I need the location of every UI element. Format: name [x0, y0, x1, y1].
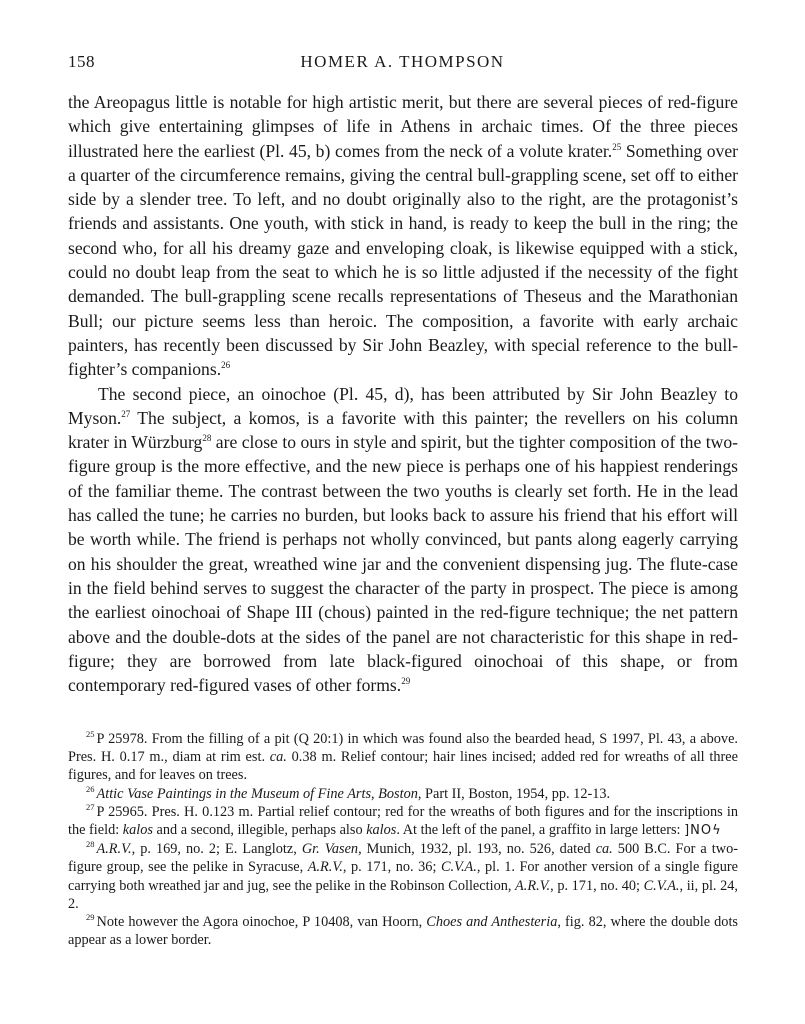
footnote-italic: A.R.V. — [307, 859, 343, 876]
footnote-ref-25: 25 — [612, 141, 622, 152]
footnote-ref-29: 29 — [401, 676, 411, 687]
running-head: HOMER A. THOMPSON — [300, 52, 505, 71]
footnote-26 — [68, 785, 738, 803]
footnote-italic: kalos — [122, 822, 153, 839]
footnote-number: 29 — [86, 912, 95, 923]
footnote-text: P 25965. Pres. H. 0.123 m. Partial relief contour; red for the wreaths of both figures and for the inscriptions in the field: — [68, 803, 738, 839]
footnote-ref-28: 28 — [202, 433, 212, 444]
footnote-text: P 25978. From the filling of a pit (Q 20:1) in which was found also the bearded head, S 1997, Pl. 43, a above. Pres. H. 0.17 m., diam at rim est. — [68, 731, 738, 766]
footnote-ref-26: 26 — [221, 360, 231, 371]
footnote-text: , p. 171, no. 36; — [342, 859, 441, 876]
footnote-text: , ii, pl. 24, 2. — [68, 877, 738, 912]
paragraph-2 — [68, 382, 738, 698]
footnote-text: 500 B.C. For a two-figure group, see the pelike in Syracuse, — [68, 841, 738, 876]
footnote-italic: ca. — [269, 749, 287, 766]
footnote-text: . At the left of the panel, a graffito in large letters: — [396, 822, 685, 839]
footnote-italic: C.V.A. — [643, 877, 680, 894]
footnotes — [68, 730, 738, 949]
footnote-text: , p. 169, no. 2; E. Langlotz, — [131, 841, 302, 858]
footnote-text: , pl. 1. For another version of a single figure carrying both wreathed jar and jug, see the pelike in the Robinson Collection, — [68, 859, 738, 894]
footnote-ref-27: 27 — [121, 409, 131, 419]
footnote-italic: ca. — [595, 841, 613, 858]
paragraph-2-text-b: The subject, a komos, is a favorite with this painter; the revellers on his column krater in Würzburg — [68, 407, 738, 453]
graffito-inscription: ]ΝΟϟ — [684, 823, 722, 839]
footnote-number: 28 — [86, 839, 95, 850]
footnote-text: 0.38 m. Relief contour; hair lines incised; added red for wreaths of all three figures, and for leaves on trees. — [68, 749, 738, 784]
footnote-29 — [68, 913, 738, 949]
paragraph-1 — [68, 90, 738, 382]
footnote-25 — [68, 730, 738, 785]
footnote-italic: C.V.A. — [440, 859, 477, 876]
footnote-number: 25 — [86, 729, 95, 740]
footnote-text: , p. 171, no. 40; — [550, 877, 644, 894]
footnote-text: , fig. 82, where the double dots appear as a lower border. — [68, 914, 738, 949]
footnote-italic: kalos — [366, 822, 397, 839]
footnote-text: Note however the Agora oinochoe, P 10408, van Hoorn, — [96, 914, 427, 931]
page-number: 158 — [68, 52, 95, 71]
footnote-number: 26 — [86, 783, 95, 794]
paragraph-2-text-c: are close to ours in style and spirit, but the tighter composition of the two-figure group is the more effective, and the new piece is perhaps one of his happiest renderings of the familiar theme. The contrast between the two youths is clearly set forth. He in the lead has called the tune; he carries no burden, but looks back to assure his friend that his effort will be worth while. The friend is perhaps not wholly convinced, but pants along eagerly carrying on his shoulder the great, wreathed wine jar and the convenient dispensing jug. The flute-case in the field behind serves to suggest the character of the party in prospect. The piece is among the earliest oinochoai of Shape III (chous) painted in the red-figure technique; the net pattern above and the double-dots at the sides of the panel are not characteristic for this shape in red-figure; they are borrowed from late black-figured oinochoai of this shape, or from contemporary red-figured vases of other forms. — [68, 432, 738, 696]
footnote-28 — [68, 840, 738, 913]
footnote-text: and a second, illegible, perhaps also — [152, 822, 367, 839]
main-text — [68, 90, 738, 697]
footnote-number: 27 — [86, 802, 95, 813]
paragraph-1-text-a: the Areopagus little is notable for high artistic merit, but there are several pieces of red-figure which give entertaining glimpses of life in Athens in archaic times. Of the three pieces illustrated here the earliest (Pl. 45, b) comes from the neck of a volute krater. — [68, 92, 738, 161]
footnote-italic: A.R.V. — [515, 877, 551, 894]
footnote-italic: Choes and Anthesteria — [426, 914, 558, 931]
footnote-27 — [68, 803, 738, 840]
paragraph-1-text-b: Something over a quarter of the circumference remains, giving the central bull-grappling scene, set off to either side by a slender tree. To left, and no doubt originally also to the right, are the protagonist’s friends and assistants. One youth, with stick in hand, is ready to keep the bull in the ring; the second who, for all his dreamy gaze and enveloping cloak, is likewise equipped with a stick, could no doubt leap from the seat to which he is so little adjusted if the necessity of the fight demanded. The bull-grappling scene recalls representations of Theseus and the Marathonian Bull; our picture seems less than heroic. The composition, a favorite with early archaic painters, has recently been discussed by Sir John Beazley, with special reference to the bull-fighter’s companions. — [68, 140, 738, 380]
footnote-italic: A.R.V. — [96, 841, 132, 858]
footnote-italic: Gr. Vasen — [301, 841, 359, 858]
footnote-italic: Attic Vase Paintings in the Museum of Fine Arts, Boston — [96, 785, 418, 802]
page-header — [68, 52, 737, 74]
paragraph-2-text-a: The second piece, an oinochoe (Pl. 45, d), has been attributed by Sir John Beazley to Myson. — [68, 383, 738, 428]
footnote-text: , Part II, Boston, 1954, pp. 12-13. — [417, 785, 611, 802]
footnote-text: , Munich, 1932, pl. 193, no. 526, dated — [358, 841, 596, 858]
